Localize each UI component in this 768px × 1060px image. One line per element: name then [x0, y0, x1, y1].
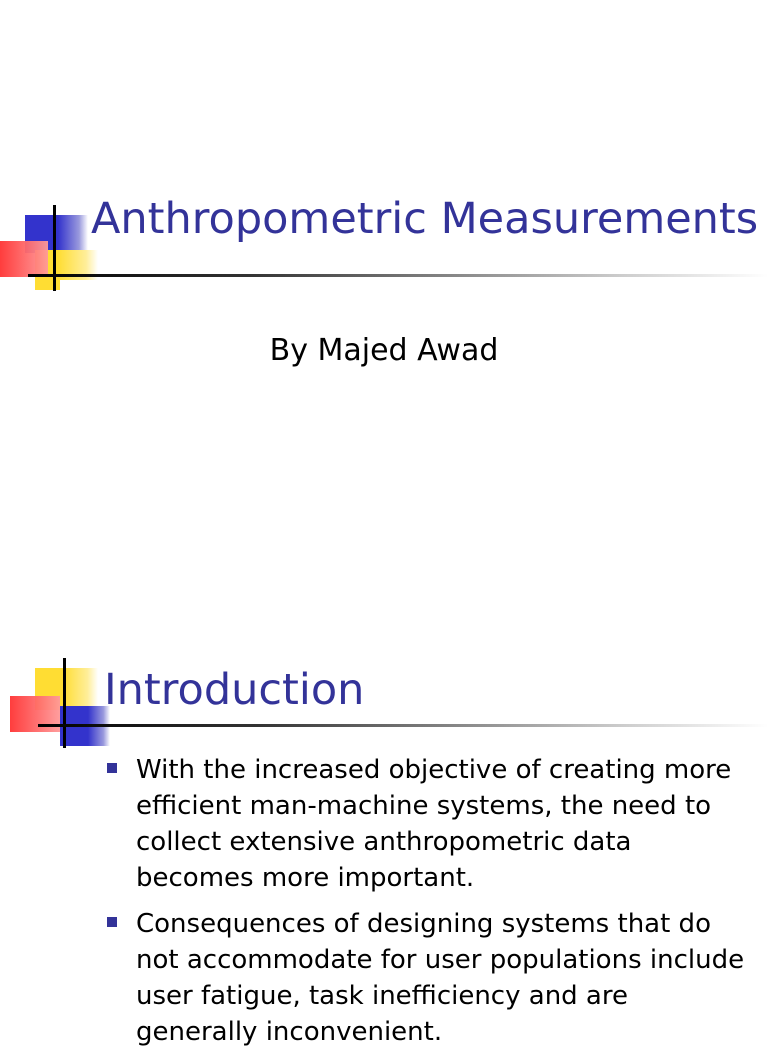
title-divider [28, 274, 768, 277]
slide-logo-decoration [0, 658, 120, 753]
bullet-text: Consequences of designing systems that do not accommodate for user populations include user fatigue, task inefficiency and are generally inconvenient. [136, 909, 745, 1047]
list-item [104, 752, 754, 896]
slide-logo-decoration [0, 205, 100, 295]
slide-title: Anthropometric Measurements [91, 194, 759, 244]
slide-title: Introduction [104, 665, 365, 715]
bullet-text: With the increased objective of creating more efficient man-machine systems, the need to collect extensive anthropometric data becomes more important. [136, 755, 732, 893]
slide-subtitle: By Majed Awad [269, 333, 499, 368]
square-bullet-icon [107, 917, 117, 927]
introduction-slide [0, 596, 768, 1047]
bullet-list [104, 752, 754, 1060]
list-item [104, 906, 754, 1050]
title-divider [38, 724, 768, 727]
square-bullet-icon [107, 763, 117, 773]
